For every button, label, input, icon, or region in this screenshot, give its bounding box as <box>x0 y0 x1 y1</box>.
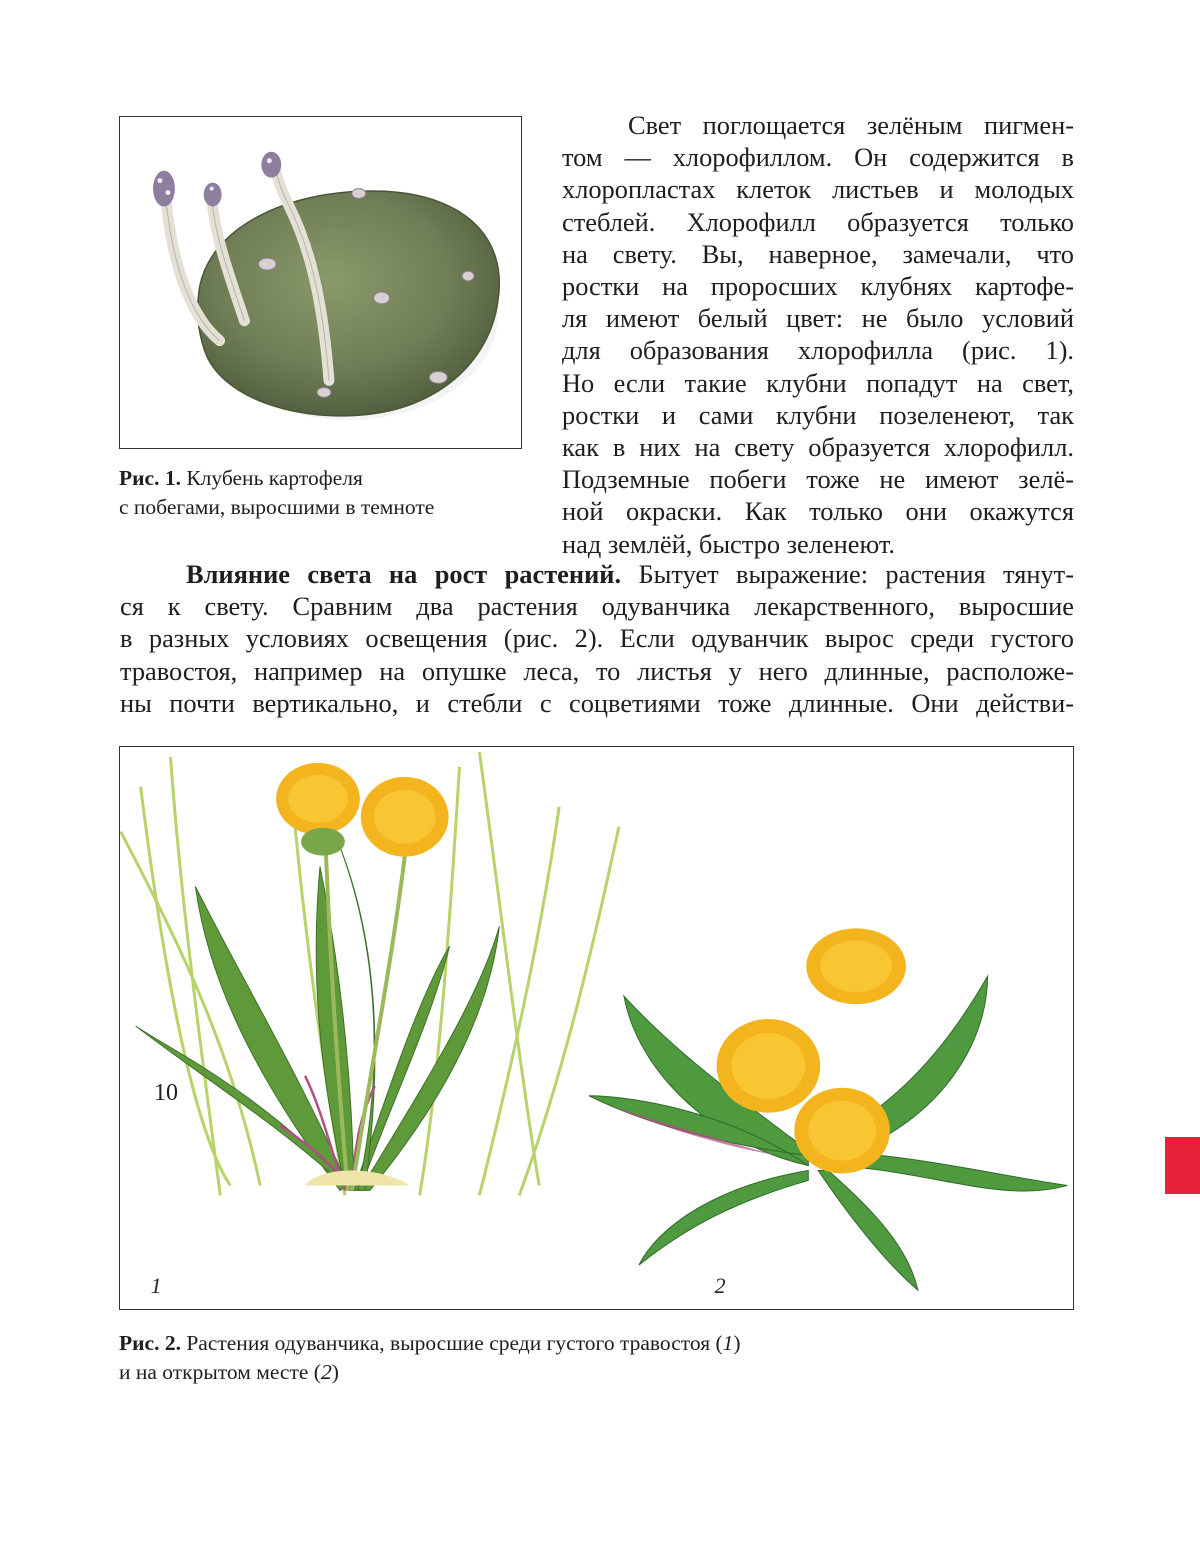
potato-illustration <box>120 117 521 448</box>
figure-1-caption-line2: с побегами, выросшими в темноте <box>119 495 435 519</box>
text-line: травостоя, например на опушке леса, то листья у него длинные, расположе- <box>120 655 1074 686</box>
text-line <box>120 558 1074 590</box>
figure-2-label-2: 2 <box>714 1273 726 1299</box>
dandelion-illustration <box>120 747 1073 1309</box>
figure-2-paren-2: ) <box>331 1360 339 1384</box>
text-line: ны почти вертикально, и стебли с соцветиями тоже длинные. Они действи- <box>120 687 1074 718</box>
text-line: в разных условиях освещения (рис. 2). Если одуванчик вырос среди густого <box>120 623 1074 654</box>
text-line: ростки и сами клубни позеленеют, так <box>562 399 1074 430</box>
figure-2-paren-1: ) <box>733 1331 741 1355</box>
text-line: Подземные побеги тоже не имеют зелё- <box>562 464 1074 495</box>
figure-1-label: Рис. 1. <box>119 466 181 490</box>
figure-1-potato <box>119 116 522 449</box>
paragraph-chlorophyll <box>562 109 1074 560</box>
figure-1-caption-line1: Клубень картофеля <box>180 466 363 490</box>
figure-2-label: Рис. 2. <box>119 1331 181 1355</box>
text-line: хлоропластах клеток листьев и молодых <box>562 174 1074 205</box>
dandelion-open-plant <box>589 928 1067 1290</box>
text-line: том — хлорофиллом. Он содержится в <box>562 142 1074 173</box>
text-line: ростки на проросших клубнях картофе- <box>562 271 1074 302</box>
figure-2-label-1: 1 <box>150 1273 162 1299</box>
text-line: как в них на свету образуется хлорофилл. <box>562 432 1074 463</box>
figure-2-dandelions <box>119 746 1074 1310</box>
figure-2-caption-line1: Растения одуванчика, выросшие среди густого травостоя ( <box>180 1331 723 1355</box>
figure-2-ref-2: 2 <box>320 1360 332 1384</box>
figure-2-caption-line2: и на открытом месте ( <box>119 1360 321 1384</box>
text-line: над землёй, быстро зеленеют. <box>562 528 895 559</box>
text-line: для образования хлорофилла (рис. 1). <box>562 335 1074 366</box>
text-line: Свет поглощается зелёным пигмен- <box>628 110 1074 140</box>
text-line: ся к свету. Сравним два растения одуванчика лекарственного, выросшие <box>120 591 1074 622</box>
page-number: 10 <box>154 1080 178 1106</box>
figure-2-ref-1: 1 <box>722 1331 734 1355</box>
figure-1-caption <box>119 464 539 522</box>
text-line: стеблей. Хлорофилл образуется только <box>562 206 1074 237</box>
text-line: ной окраски. Как только они окажутся <box>562 496 1074 527</box>
heading-line-rest: Бытует выражение: растения тянут- <box>621 559 1075 589</box>
text-line: на свету. Вы, наверное, замечали, что <box>562 238 1074 269</box>
figure-2-caption <box>119 1329 1019 1387</box>
section-tab-marker <box>1165 1137 1200 1194</box>
section-heading: Влияние света на рост растений. <box>186 559 622 589</box>
text-line: Но если такие клубни попадут на свет, <box>562 367 1074 398</box>
text-line: ля имеют белый цвет: не было условий <box>562 303 1074 334</box>
paragraph-light-growth <box>120 558 1074 719</box>
dandelion-shade-plant <box>121 752 619 1195</box>
